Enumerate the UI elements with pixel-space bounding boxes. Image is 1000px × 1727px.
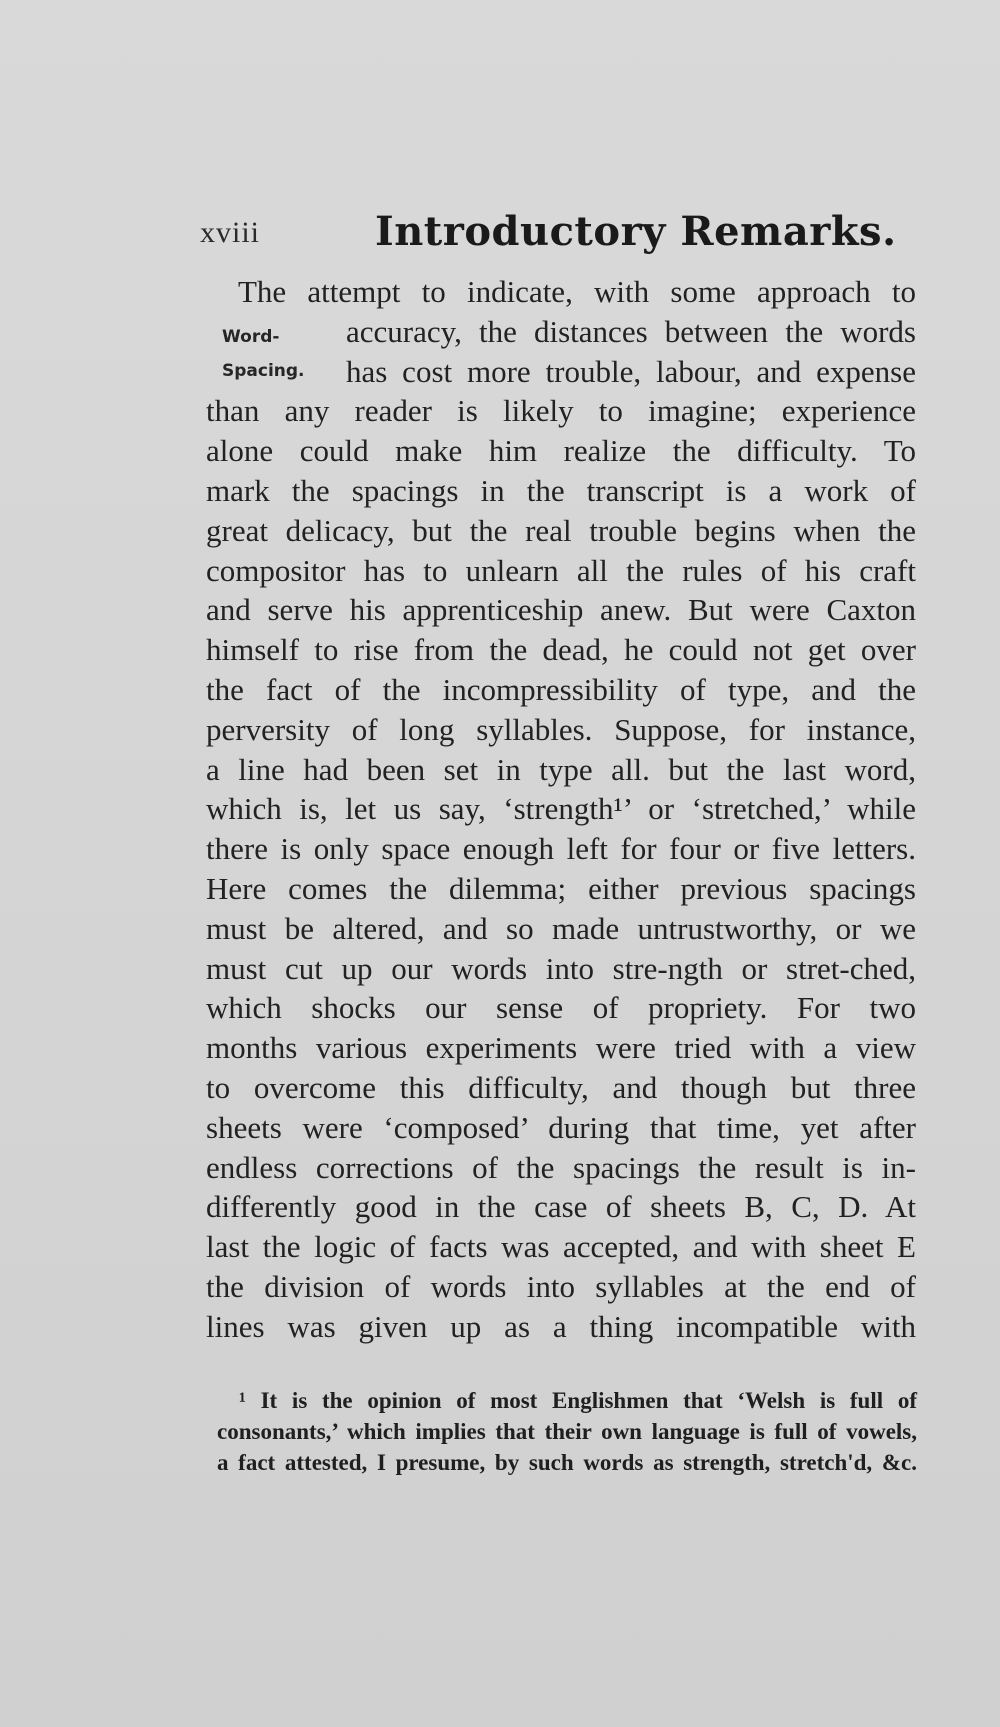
body-text <box>206 272 916 1347</box>
page-title: Introductory Remarks. <box>375 208 897 255</box>
text-line: has cost more trouble, labour, and expense <box>346 353 916 389</box>
text-line: to overcome this difficulty, and though but three <box>206 1069 916 1105</box>
text-line: mark the spacings in the transcript is a work of <box>206 472 916 508</box>
text-line: great delicacy, but the real trouble begins when the <box>206 512 916 548</box>
footnote <box>217 1385 917 1478</box>
text-line: must be altered, and so made untrustworthy, or we <box>206 910 916 946</box>
text-line: and serve his apprenticeship anew. But were Caxton <box>206 592 916 628</box>
text-line: last the logic of facts was accepted, and with sheet E <box>206 1229 916 1265</box>
text-line: than any reader is likely to imagine; experience <box>206 393 916 429</box>
text-line: differently good in the case of sheets B, C, D. At <box>206 1189 916 1225</box>
text-line: which shocks our sense of propriety. For two <box>206 990 916 1026</box>
text-line: must cut up our words into stre-ngth or stret-ched, <box>206 950 916 986</box>
text-line: Here comes the dilemma; either previous spacings <box>206 870 916 906</box>
text-line: a line had been set in type all. but the last word, <box>206 751 916 787</box>
text-line: there is only space enough left for four or five letters. <box>206 831 916 867</box>
text-line: endless corrections of the spacings the result is in- <box>206 1149 916 1185</box>
margin-note-line: Spacing. <box>222 361 305 381</box>
text-line: The attempt to indicate, with some approach to <box>238 274 916 309</box>
text-line: lines was given up as a thing incompatible with <box>206 1308 916 1344</box>
footnote-line: a fact attested, I presume, by such words as strength, stretch'd, &c. <box>217 1450 917 1475</box>
text-line: the division of words into syllables at the end of <box>206 1268 916 1304</box>
text-line: himself to rise from the dead, he could not get over <box>206 632 916 668</box>
text-line: compositor has to unlearn all the rules of his craft <box>206 552 916 588</box>
footnote-line: consonants,’ which implies that their own language is full of vowels, <box>217 1419 917 1444</box>
text-line: the fact of the incompressibility of type, and the <box>206 671 916 707</box>
running-head <box>200 208 920 256</box>
footnote-line: ¹ It is the opinion of most Englishmen that ‘Welsh is full of <box>239 1388 917 1413</box>
margin-note-line: Word- <box>222 327 280 347</box>
text-line: sheets were ‘composed’ during that time, yet after <box>206 1109 916 1145</box>
text-line: which is, let us say, ‘strength¹’ or ‘stretched,’ while <box>206 791 916 827</box>
text-line: accuracy, the distances between the words <box>346 313 916 349</box>
text-line: months various experiments were tried with a view <box>206 1030 916 1066</box>
text-line: perversity of long syllables. Suppose, for instance, <box>206 711 916 747</box>
text-line: alone could make him realize the difficulty. To <box>206 433 916 469</box>
page-number: xviii <box>200 216 261 249</box>
